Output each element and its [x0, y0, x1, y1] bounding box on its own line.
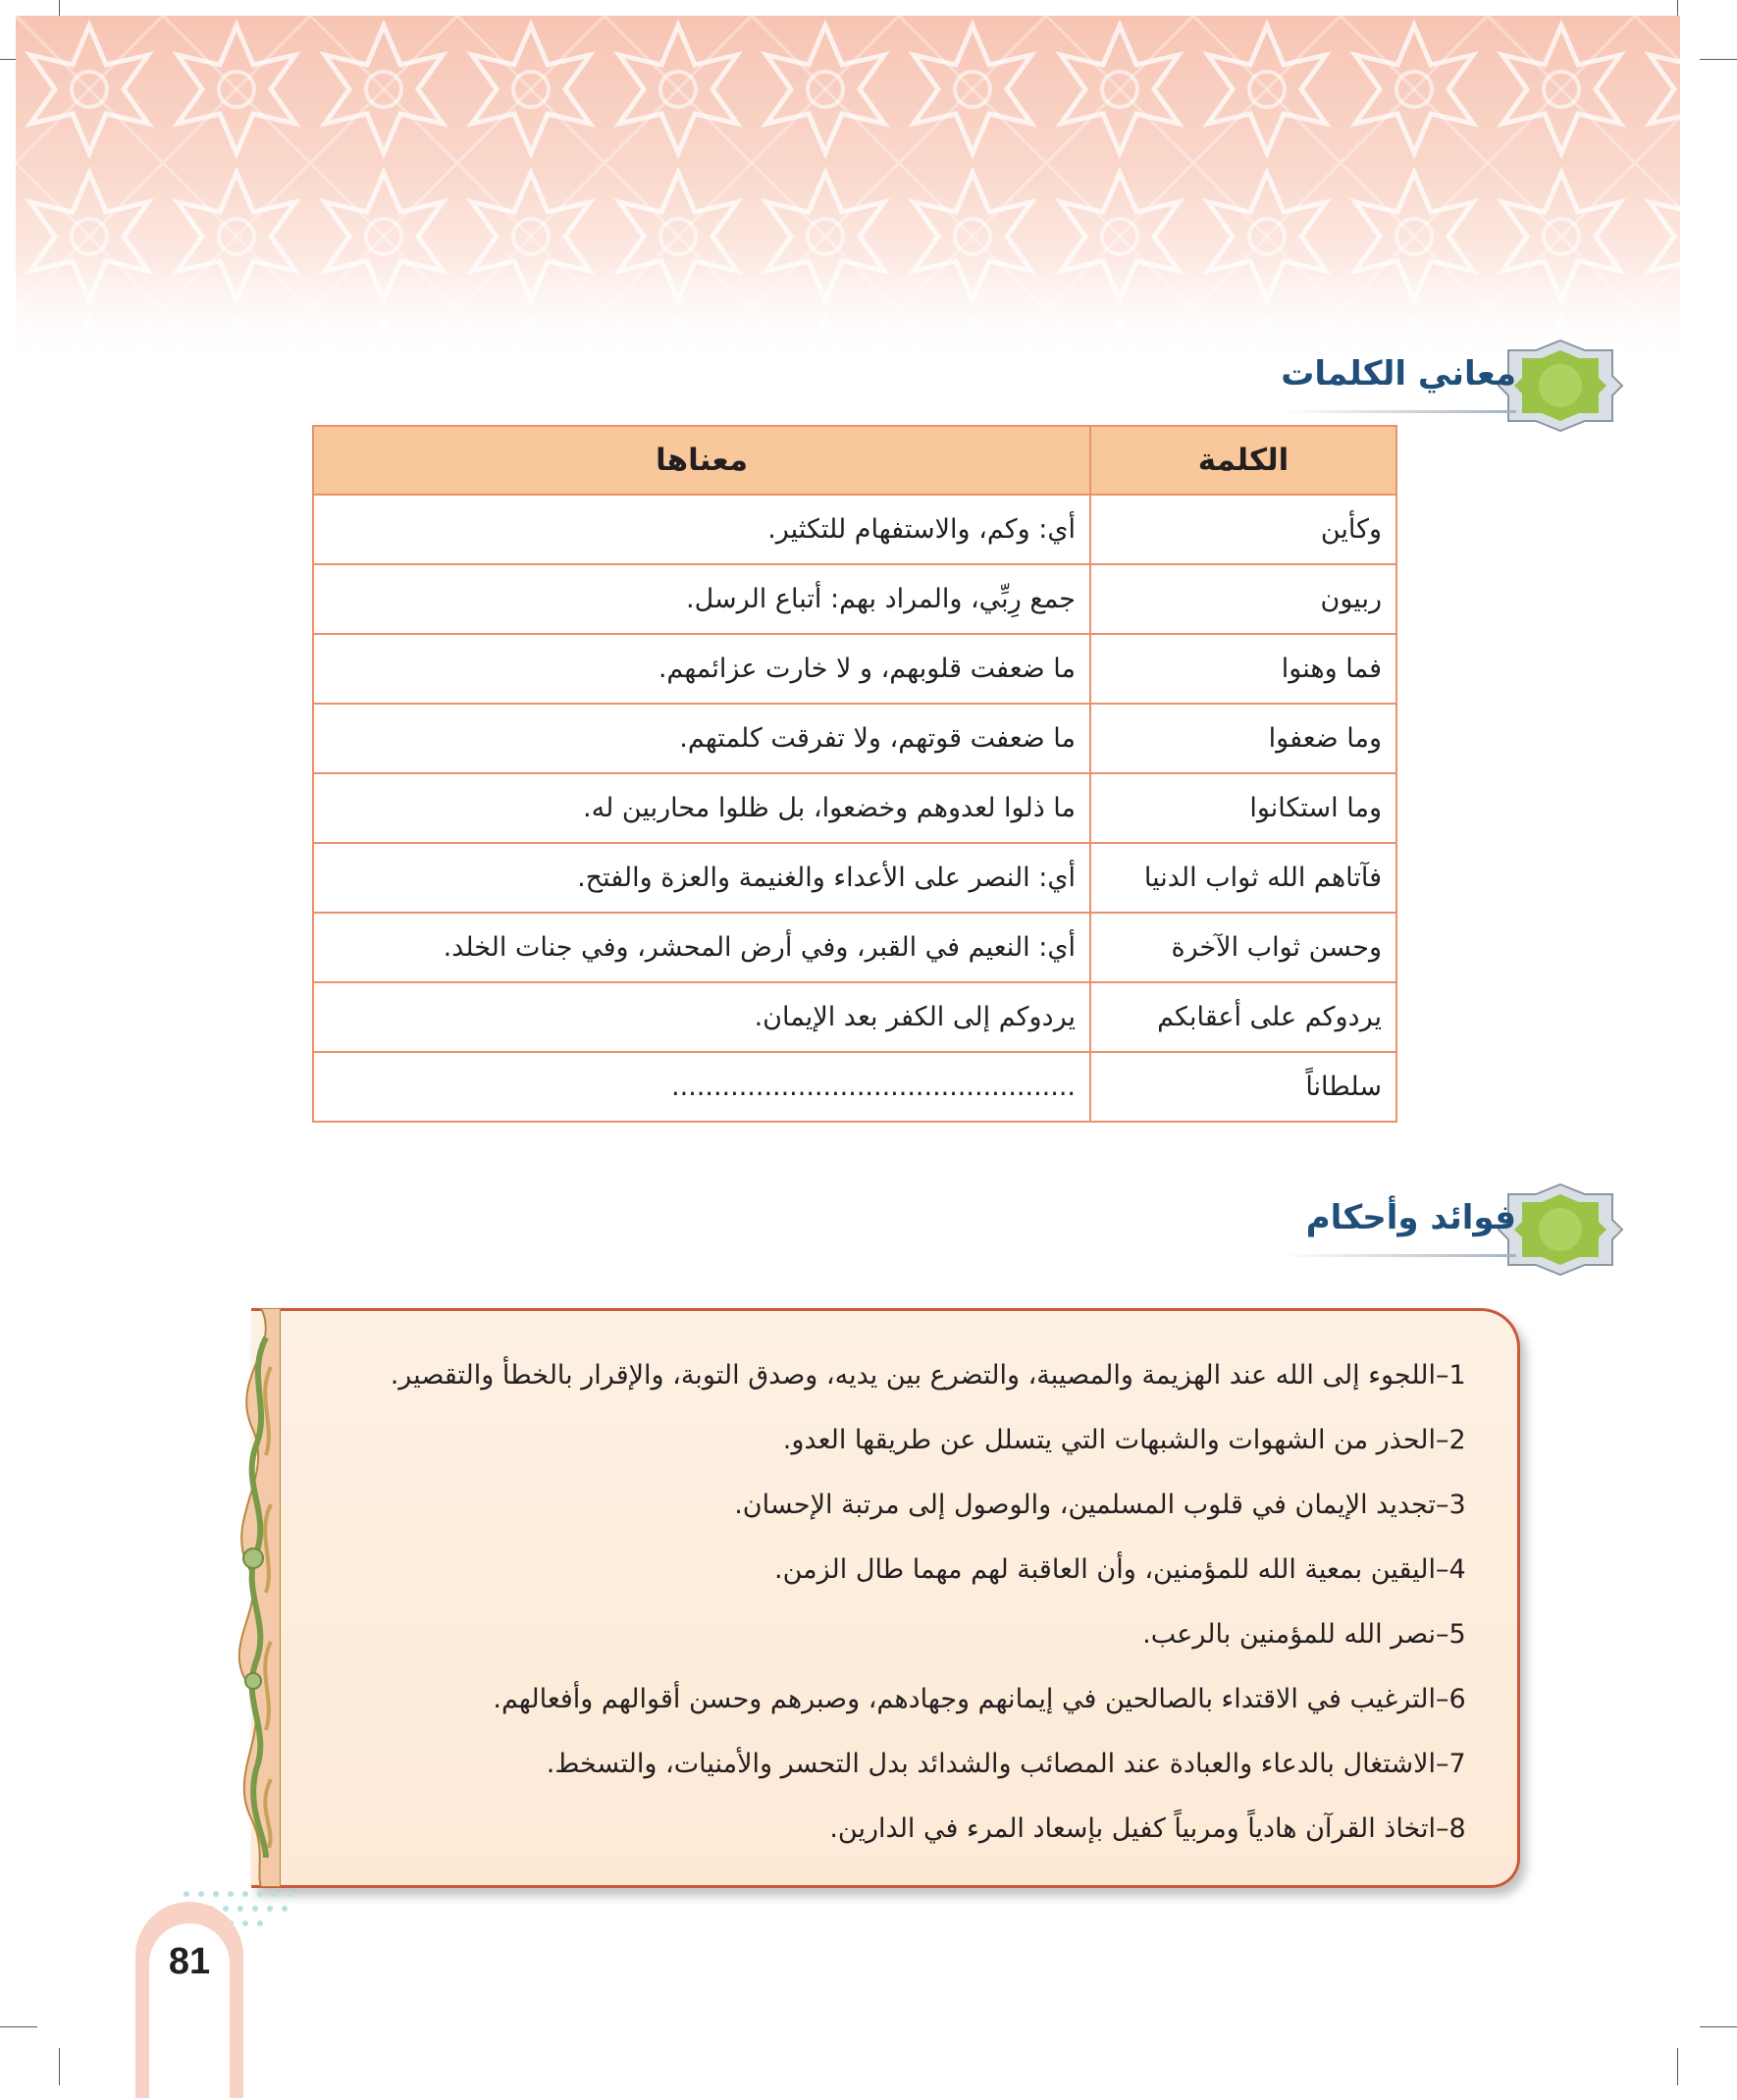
table-row [313, 913, 1396, 982]
list-item [305, 1472, 1483, 1537]
word-cell: وما استكانوا [1090, 773, 1396, 843]
table-row [313, 843, 1396, 913]
crop-mark [0, 2026, 37, 2027]
item-number: 2– [1436, 1424, 1466, 1455]
decorative-header [16, 16, 1680, 369]
list-item [305, 1342, 1483, 1407]
section-heading-meanings [1035, 337, 1624, 435]
word-cell: سلطاناً [1090, 1052, 1396, 1122]
item-number: 3– [1436, 1489, 1466, 1520]
item-number: 7– [1436, 1748, 1466, 1779]
word-cell: فما وهنوا [1090, 634, 1396, 704]
section-title: معاني الكلمات [1281, 354, 1516, 394]
page-number-tab [135, 1902, 243, 2098]
arabesque-ornament-icon [222, 1308, 281, 1887]
meaning-cell: أي: النعيم في القبر، وفي أرض المحشر، وفي جنات الخلد. [313, 913, 1090, 982]
table-row [313, 1052, 1396, 1122]
item-text: اتخاذ القرآن هادياً ومربياً كفيل بإسعاد المرء في الدارين. [829, 1812, 1436, 1844]
table-row [313, 495, 1396, 564]
table-row [313, 634, 1396, 704]
word-cell: فآتاهم الله ثواب الدنيا [1090, 843, 1396, 913]
table-row [313, 982, 1396, 1052]
item-text: اللجوء إلى الله عند الهزيمة والمصيبة، والتضرع بين يديه، وصدق التوبة، والإقرار بالخطأ والتقصير. [390, 1359, 1436, 1391]
meaning-cell: يردوكم إلى الكفر بعد الإيمان. [313, 982, 1090, 1052]
table-row [313, 704, 1396, 773]
list-item [305, 1537, 1483, 1601]
meaning-cell: أي: النصر على الأعداء والغنيمة والعزة والفتح. [313, 843, 1090, 913]
meaning-cell: ما ضعفت قوتهم، ولا تفرقت كلمتهم. [313, 704, 1090, 773]
heading-underline [1281, 410, 1516, 413]
word-cell: يردوكم على أعقابكم [1090, 982, 1396, 1052]
meaning-cell: ما ذلوا لعدوهم وخضعوا، بل ظلوا محاربين له. [313, 773, 1090, 843]
benefits-panel [222, 1308, 1522, 1887]
item-number: 1– [1436, 1359, 1466, 1391]
item-text: تجديد الإيمان في قلوب المسلمين، والوصول إلى مرتبة الإحسان. [734, 1489, 1436, 1520]
table-header-row [313, 426, 1396, 495]
item-number: 8– [1436, 1812, 1466, 1844]
crop-mark [59, 2048, 60, 2085]
crop-mark [1677, 2048, 1678, 2085]
heading-underline [1281, 1254, 1516, 1257]
column-header-word: الكلمة [1090, 426, 1396, 495]
section-title: فوائد وأحكام [1305, 1198, 1516, 1237]
meaning-cell: جمع رِبِّي، والمراد بهم: أتباع الرسل. [313, 564, 1090, 634]
item-text: اليقين بمعية الله للمؤمنين، وأن العاقبة لهم مهما طال الزمن. [774, 1553, 1436, 1585]
list-item [305, 1407, 1483, 1472]
word-cell: وما ضعفوا [1090, 704, 1396, 773]
word-cell: وكأين [1090, 495, 1396, 564]
item-text: الاشتغال بالدعاء والعبادة عند المصائب والشدائد بدل التحسر والأمنيات، والتسخط. [546, 1748, 1436, 1779]
item-text: نصر الله للمؤمنين بالرعب. [1142, 1618, 1436, 1650]
crop-mark [1700, 59, 1737, 60]
table-row [313, 564, 1396, 634]
column-header-meaning: معناها [313, 426, 1090, 495]
list-item [305, 1796, 1483, 1861]
geometric-pattern [16, 16, 1680, 369]
benefits-list [305, 1342, 1483, 1861]
word-cell: وحسن ثواب الآخرة [1090, 913, 1396, 982]
meaning-cell: أي: وكم، والاستفهام للتكثير. [313, 495, 1090, 564]
meaning-cell: ما ضعفت قلوبهم، و لا خارت عزائمهم. [313, 634, 1090, 704]
list-item [305, 1601, 1483, 1666]
item-number: 6– [1436, 1683, 1466, 1714]
list-item [305, 1666, 1483, 1731]
list-item [305, 1731, 1483, 1796]
meaning-blank-cell[interactable]: ................................................ [313, 1052, 1090, 1122]
word-cell: ربيون [1090, 564, 1396, 634]
item-text: الحذر من الشهوات والشبهات التي يتسلل عن طريقها العدو. [782, 1424, 1436, 1455]
item-text: الترغيب في الاقتداء بالصالحين في إيمانهم وجهادهم، وصبرهم وحسن أقوالهم وأفعالهم. [493, 1683, 1436, 1714]
section-heading-benefits [1035, 1181, 1624, 1279]
vocabulary-table [312, 425, 1397, 1123]
crop-mark [1700, 2026, 1737, 2027]
item-number: 4– [1436, 1553, 1466, 1585]
table-row [313, 773, 1396, 843]
item-number: 5– [1436, 1618, 1466, 1650]
page-number: 81 [168, 1941, 211, 1982]
